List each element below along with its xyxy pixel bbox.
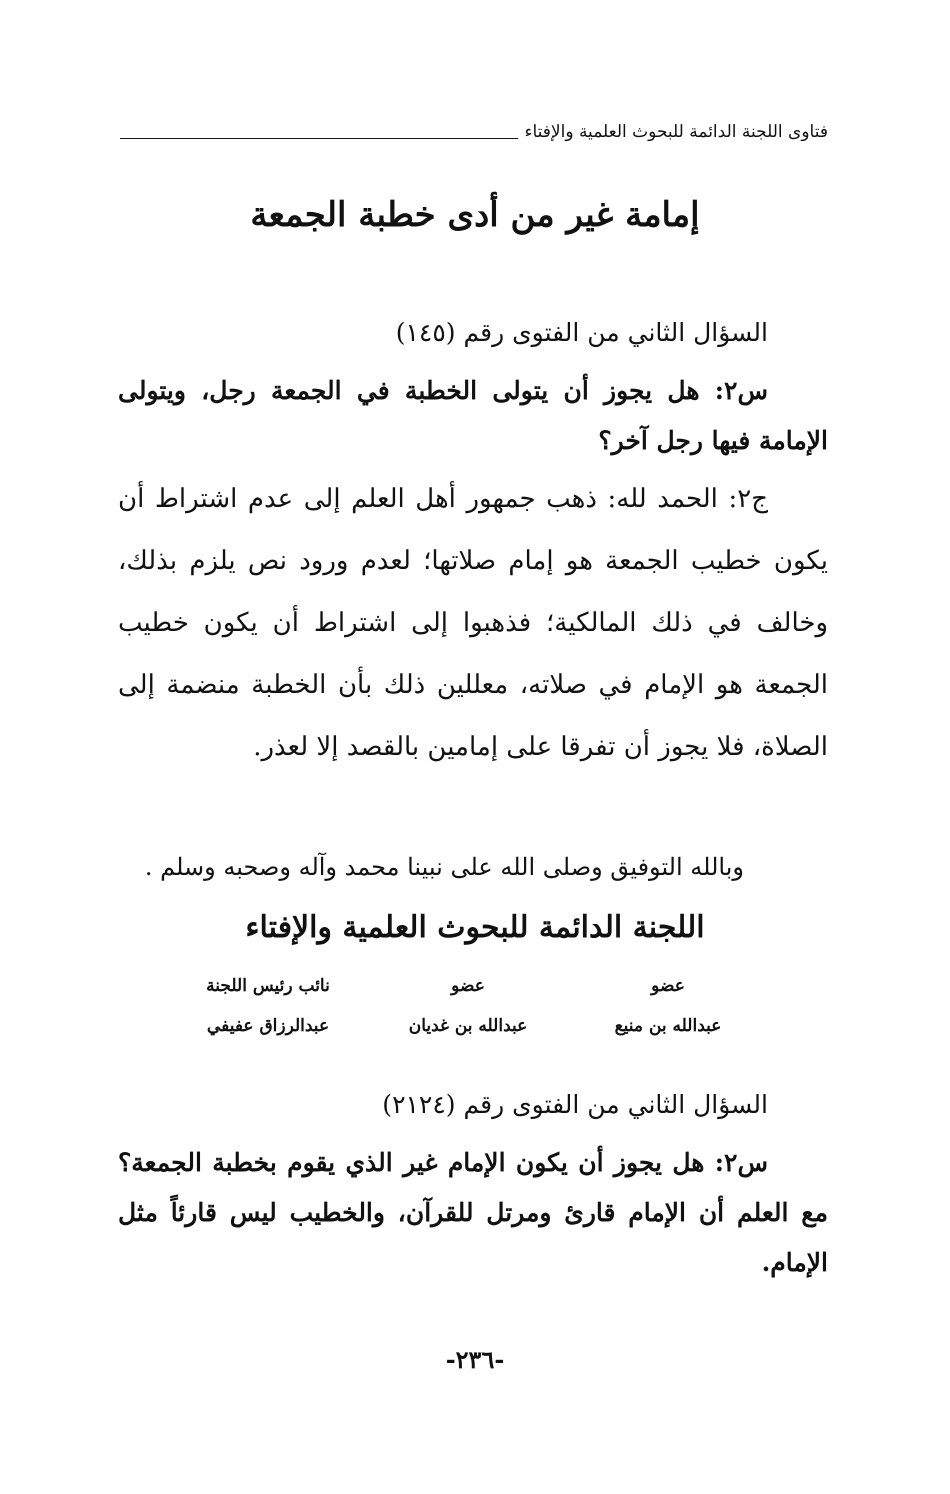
signatory-name: عبدالله بن منيع	[614, 1016, 722, 1036]
signatory	[598, 966, 738, 1046]
signatures	[198, 966, 738, 1046]
answer-text: الحمد لله: ذهب جمهور أهل العلم إلى عدم اشتراط أن يكون خطيب الجمعة هو إمام صلاتها؛ لعدم ورود نص يلزم بذلك، وخالف في ذلك المالكية؛ فذهبوا إلى اشتراط أن يكون خطيب الجمعة هو الإمام في صلاته، معللين ذلك بأن الخطبة منضمة إلى الصلاة، فلا يجوز أن تفرقا على إمامين بالقصد إلا لعذر.	[118, 484, 828, 762]
fatwa1-answer	[118, 468, 828, 778]
page-title: إمامة غير من أدى خطبة الجمعة	[250, 195, 700, 235]
signatory-name: عبدالرزاق عفيفي	[206, 1016, 330, 1036]
signatory	[198, 966, 338, 1046]
signatory-role: عضو	[651, 976, 685, 996]
page-number: -٢٣٦-	[445, 1345, 505, 1374]
fatwa2-reference: السؤال الثاني من الفتوى رقم (٢١٢٤)	[382, 1090, 768, 1119]
header-rule	[120, 138, 518, 139]
running-header	[120, 118, 828, 146]
fatwa1-question	[118, 366, 828, 466]
question-text: هل يجوز أن يتولى الخطبة في الجمعة رجل، ويتولى الإمامة فيها رجل آخر؟	[118, 376, 828, 455]
running-title: فتاوى اللجنة الدائمة للبحوث العلمية والإفتاء	[524, 122, 828, 142]
answer-label: ج٢:	[728, 484, 769, 514]
question-label: س٢:	[714, 1148, 768, 1177]
signatory	[398, 966, 538, 1046]
signatory-name: عبدالله بن غديان	[408, 1016, 528, 1036]
question-label: س٢:	[714, 376, 768, 405]
fatwa2-question	[118, 1138, 828, 1288]
committee-name: اللجنة الدائمة للبحوث العلمية والإفتاء	[245, 910, 705, 945]
signatory-role: عضو	[451, 976, 485, 996]
closing-phrase: وبالله التوفيق وصلى الله على نبينا محمد وآله وصحبه وسلم .	[144, 853, 744, 881]
fatwa1-reference: السؤال الثاني من الفتوى رقم (١٤٥)	[395, 318, 768, 347]
signatory-role: نائب رئيس اللجنة	[206, 976, 330, 996]
question-text: هل يجوز أن يكون الإمام غير الذي يقوم بخطبة الجمعة؟ مع العلم أن الإمام قارئ ومرتل للقرآن، والخطيب ليس قارئاً مثل الإمام.	[118, 1148, 828, 1277]
